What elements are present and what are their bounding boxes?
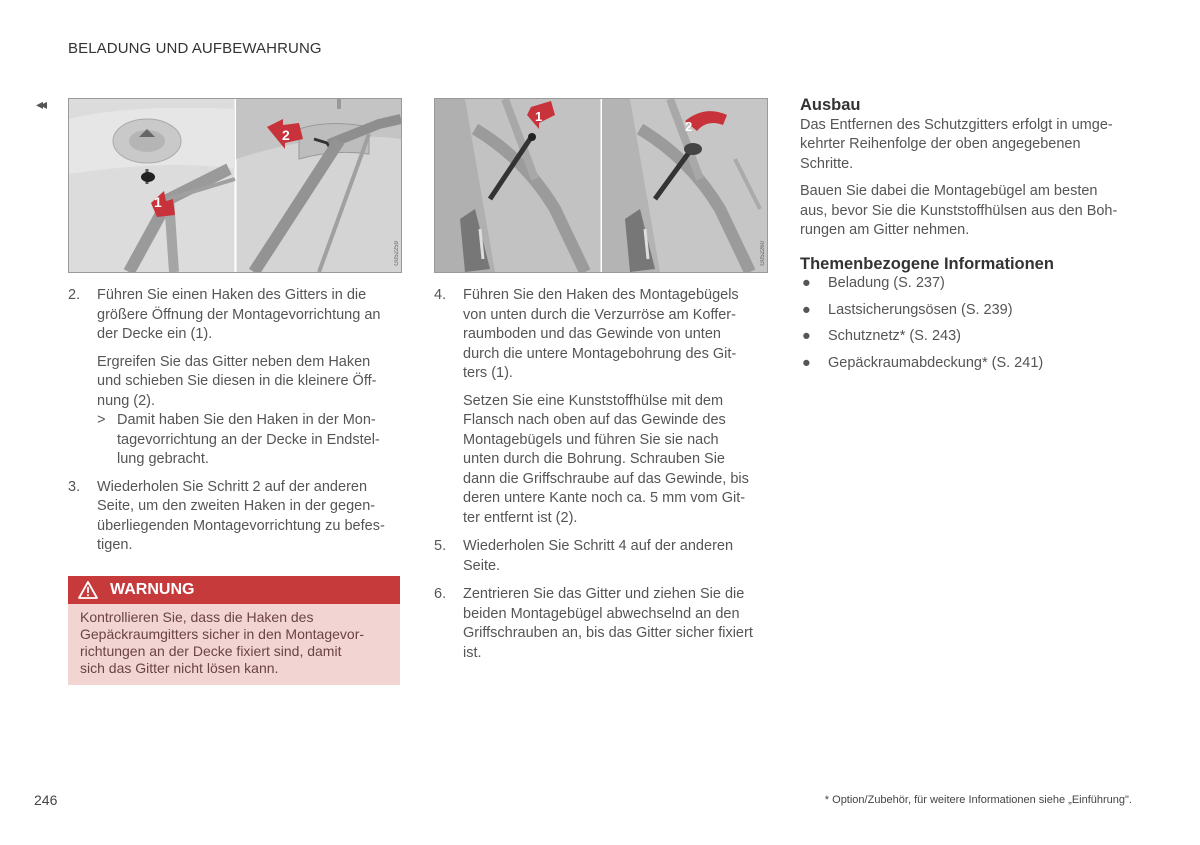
step-5 [434, 537, 770, 576]
text-line: Damit haben Sie den Haken in der Mon- [117, 412, 376, 428]
related-link[interactable] [800, 274, 1140, 294]
column-1 [68, 286, 400, 556]
heading-ausbau: Ausbau [800, 96, 861, 114]
text-line: größere Öffnung der Montagevorrichtung an [97, 306, 381, 323]
text-line: Bauen Sie dabei die Montagebügel am besten [800, 183, 1098, 199]
column-2 [434, 286, 770, 663]
step-result [97, 411, 400, 470]
step-2 [68, 286, 400, 470]
text-line: dann die Griffschraube auf das Gewinde, bis [463, 470, 749, 487]
step-number: 2. [68, 287, 81, 303]
text-line: und schieben Sie diesen in die kleinere Öff- [97, 373, 377, 389]
text-line: nung (2). [97, 392, 156, 409]
text-line: aus, bevor Sie die Kunststoffhülsen aus den Boh- [800, 202, 1118, 219]
related-link[interactable] [800, 301, 1140, 321]
illustration-ceiling-hook [69, 99, 401, 272]
text-line: Zentrieren Sie das Gitter und ziehen Sie die [463, 586, 745, 602]
text-line: unten durch die Bohrung. Schrauben Sie [463, 451, 725, 467]
text-line: Schritte. [800, 155, 854, 172]
text-line: überliegenden Montagevorrichtung zu befes- [97, 517, 385, 534]
svg-text:2: 2 [685, 119, 693, 134]
column-3 [800, 96, 1140, 373]
text-line: tagevorrichtung an der Decke in Endstel- [117, 431, 380, 448]
related-link-label: Gepäckraumabdeckung* (S. 241) [828, 354, 1044, 371]
text-line: Montagebügels und führen Sie sie nach [463, 431, 719, 448]
warning-text [68, 604, 400, 685]
section-header: BELADUNG UND AUFBEWAHRUNG [68, 40, 322, 57]
related-link-label: Lastsicherungsösen (S. 239) [828, 301, 1013, 318]
text-line: rungen am Gitter nehmen. [800, 222, 970, 238]
step-number: 4. [434, 287, 447, 303]
step-number: 3. [68, 478, 81, 495]
text-line: ter entfernt ist (2). [463, 509, 578, 526]
svg-text:2: 2 [282, 127, 290, 143]
text-line: Gepäckraumgitters sicher in den Montagevor- [80, 626, 365, 642]
text-line: von unten durch die Verzurröse am Koffer- [463, 306, 736, 323]
warning-triangle-icon [78, 581, 98, 599]
text-line: tigen. [97, 537, 133, 553]
bullet-icon: ● [802, 301, 811, 318]
text-line: beiden Montagebügel abwechselnd an den [463, 605, 740, 622]
text-line: Wiederholen Sie Schritt 2 auf der anderen [97, 478, 368, 495]
warning-header [68, 576, 400, 604]
footnote: * Option/Zubehör, für weitere Informationen siehe „Einführung". [824, 794, 1132, 806]
bullet-icon: ● [802, 275, 811, 291]
heading-related-info: Themenbezogene Informationen [800, 254, 1054, 273]
text-line: Führen Sie einen Haken des Gitters in die [97, 287, 367, 303]
svg-text:1: 1 [535, 109, 543, 124]
related-link[interactable] [800, 354, 1140, 374]
warning-box [68, 576, 400, 685]
text-line: Kontrollieren Sie, dass die Haken des [80, 609, 314, 625]
figure-floor-mount [434, 98, 768, 273]
illustration-floor-bracket [435, 99, 767, 272]
text-line: Wiederholen Sie Schritt 4 auf der anderen [463, 538, 734, 554]
related-link-label: Beladung (S. 237) [828, 275, 945, 291]
text-line: Das Entfernen des Schutzgitters erfolgt in umge- [800, 116, 1113, 133]
step-3 [68, 478, 400, 556]
text-line: Setzen Sie eine Kunststoffhülse mit dem [463, 392, 724, 409]
figure-id: G052260 [760, 241, 766, 266]
warning-title: WARNUNG [110, 581, 195, 598]
text-line: deren untere Kante noch ca. 5 mm vom Git- [463, 490, 746, 506]
text-line: Ergreifen Sie das Gitter neben dem Haken [97, 353, 371, 370]
text-line: ist. [463, 644, 482, 661]
text-line: ters (1). [463, 365, 513, 381]
text-line: Seite. [463, 557, 501, 574]
text-line: durch die untere Montagebohrung des Git- [463, 345, 737, 362]
related-link[interactable] [800, 327, 1140, 347]
text-line: kehrter Reihenfolge der oben angegebenen [800, 136, 1081, 152]
text-line: raumboden und das Gewinde von unten [463, 326, 721, 342]
step-6 [434, 585, 770, 663]
text-line: Seite, um den zweiten Haken in der gegen- [97, 498, 376, 514]
back-arrows-icon[interactable]: ◂◂ [36, 96, 45, 112]
bullet-icon: ● [802, 354, 811, 371]
svg-text:1: 1 [154, 194, 162, 210]
text-line: Griffschrauben an, bis das Gitter sicher fixiert [463, 625, 753, 641]
related-link-label: Schutznetz* (S. 243) [828, 328, 961, 344]
text-line: Flansch nach oben auf das Gewinde des [463, 412, 726, 428]
step-4 [434, 286, 770, 528]
result-glyph: > [97, 412, 106, 428]
step-number: 5. [434, 538, 447, 554]
text-line: richtungen an der Decke fixiert sind, damit [80, 643, 342, 659]
text-line: der Decke ein (1). [97, 326, 213, 342]
step-number: 6. [434, 586, 447, 602]
text-line: lung gebracht. [117, 451, 209, 467]
figure-id: G052259 [394, 241, 400, 266]
bullet-icon: ● [802, 328, 811, 344]
figure-ceiling-mount [68, 98, 402, 273]
text-line: sich das Gitter nicht lösen kann. [80, 660, 279, 676]
text-line: Führen Sie den Haken des Montagebügels [463, 287, 739, 303]
page-number: 246 [34, 792, 58, 808]
